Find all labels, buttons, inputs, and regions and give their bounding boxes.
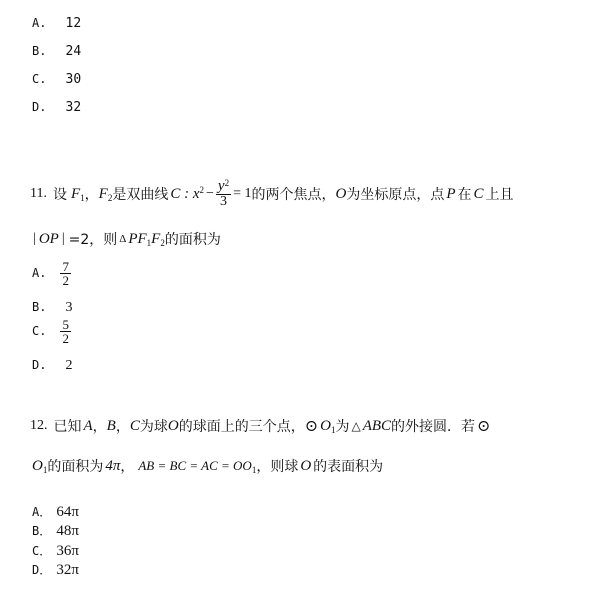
circle-dot-symbol: ⊙ — [477, 418, 491, 435]
q11-stem-line1: 11. 设 F 1 ， F 2 是双曲线 C : x 2 − $\frac{y^2}{3}$ = 1 的两个焦点， O 为坐标原点，点 P 在 C 上且 — [30, 178, 514, 209]
focus-f1: F — [70, 185, 81, 202]
q11-stem-line2: | OP | =2，则 Δ PF 1 F 2 的面积为 — [33, 230, 221, 248]
hyperbola-equation: C : x — [170, 185, 200, 202]
q12-option-b: B． 48π — [32, 523, 79, 539]
triangle-symbol: △ — [351, 418, 361, 433]
q12-number: 12. — [30, 418, 48, 433]
q12-option-a: A． 64π — [32, 504, 79, 520]
q12-stem-line1: 12. 已知 A ， B ， C 为球 O 的球面上的三个点， ⊙ O 1 为 △ ABC 的外接圆．若 ⊙ — [30, 417, 491, 435]
circle-dot-symbol: ⊙ — [304, 418, 319, 435]
q11-number: 11. — [30, 186, 47, 201]
q10-option-c: C. 30 — [32, 72, 82, 87]
q10-option-b: B. 24 — [32, 44, 82, 59]
focus-f2: F — [98, 185, 108, 202]
hyperbola-fraction: $\frac{y^2}{3}$ — [217, 178, 230, 209]
q12-stem-line2: O 1 的面积为 4π ， AB = BC = AC = OO 1 ，则球 O 的表面积为 — [32, 457, 384, 475]
q11-option-c: C. $\frac{5}{2}$ — [32, 316, 69, 346]
q11-option-d: D. 2 — [32, 358, 73, 373]
q10-option-a: A. 12 — [32, 16, 82, 31]
q10-option-d: D. 32 — [32, 100, 82, 115]
q12-option-d: D． 32π — [32, 562, 79, 578]
q11-option-a: A. $\frac{7}{2}$ — [32, 258, 69, 288]
q12-option-c: C． 36π — [32, 543, 79, 559]
q11-option-b: B. 3 — [32, 300, 73, 315]
